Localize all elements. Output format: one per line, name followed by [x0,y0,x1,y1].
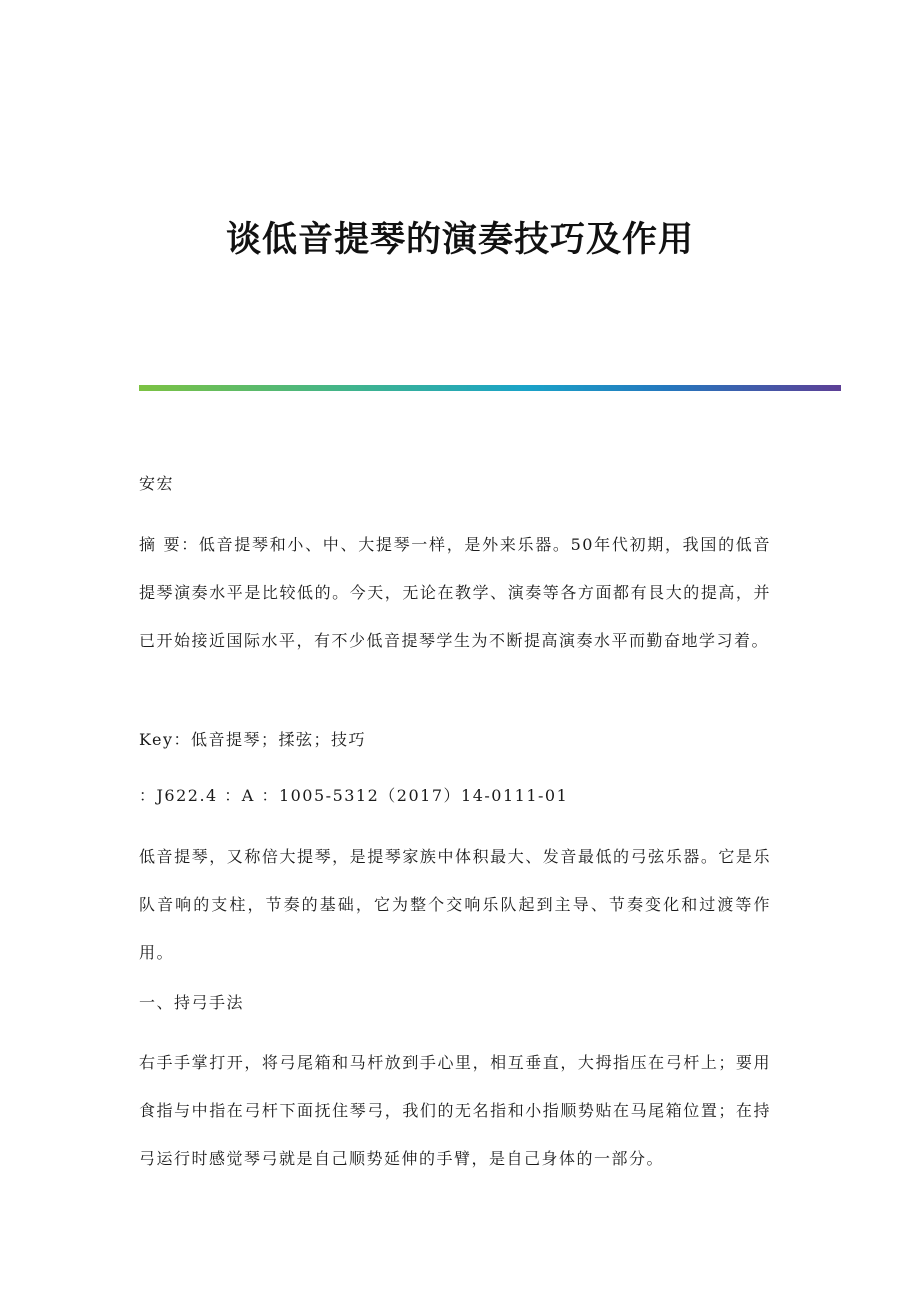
classification-line: ：J622.4 ：A ：1005-5312（2017）14-0111-01 [139,786,569,805]
section-heading-1: 一、持弓手法 [139,993,245,1012]
body-paragraph-1: 低音提琴，又称倍大提琴，是提琴家族中体积最大、发音最低的弓弦乐器。它是乐队音响的支柱，节奏的基础，它为整个交响乐队起到主导、节奏变化和过渡等作用。 [139,847,771,962]
document-title: 谈低音提琴的演奏技巧及作用 [225,219,694,260]
keywords-line: Key：低音提琴；揉弦；技巧 [139,730,367,749]
author-name: 安宏 [139,474,175,493]
body-paragraph-2: 右手手掌打开，将弓尾箱和马杆放到手心里，相互垂直，大拇指压在弓杆上；要用食指与中指在弓杆下面抚住琴弓，我们的无名指和小指顺势贴在马尾箱位置；在持弓运行时感觉琴弓就是自己顺势延伸的手臂，是自己身体的一部分。 [139,1053,771,1168]
abstract-paragraph: 摘 要：低音提琴和小、中、大提琴一样，是外来乐器。50年代初期，我国的低音提琴演奏水平是比较低的。今天，无论在教学、演奏等各方面都有艮大的提高，并已开始接近国际水平，有不少低音提琴学生为不断提高演奏水平而勤奋地学习着。 [139,535,771,650]
title-divider-rule [139,385,841,391]
